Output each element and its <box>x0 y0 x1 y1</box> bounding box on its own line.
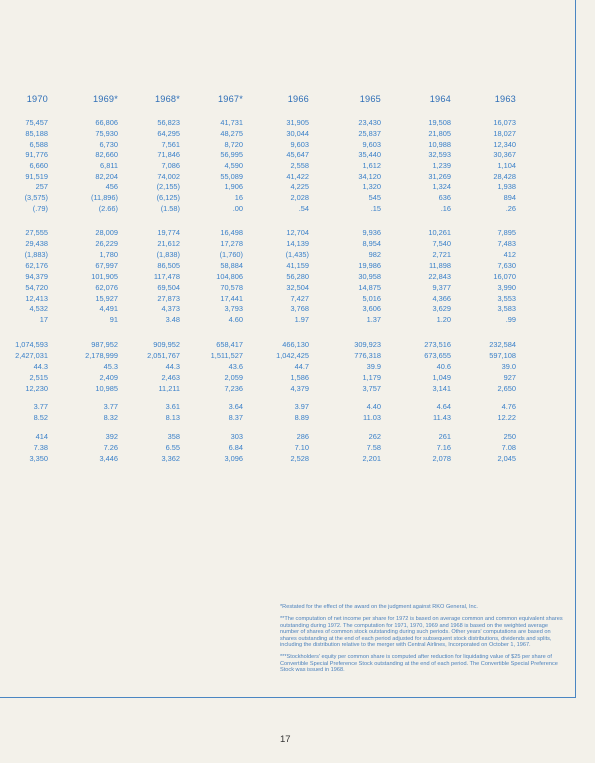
table-cell: 1.20 <box>436 315 451 324</box>
table-cell: 1.37 <box>366 315 381 324</box>
table-cell: 44.7 <box>294 362 309 371</box>
table-cell: 412 <box>503 250 516 259</box>
table-cell: 12.22 <box>497 413 516 422</box>
table-cell: 3,350 <box>29 454 48 463</box>
table-cell: 2,721 <box>432 250 451 259</box>
table-row <box>0 413 575 423</box>
table-cell: 658,417 <box>216 340 243 349</box>
table-cell: 303 <box>230 432 243 441</box>
table-cell: 6,588 <box>29 140 48 149</box>
table-cell: 41,159 <box>286 261 309 270</box>
table-cell: 1,179 <box>362 373 381 382</box>
table-cell: 29,438 <box>25 239 48 248</box>
table-cell: 3,768 <box>290 304 309 313</box>
table-cell: .54 <box>298 204 309 213</box>
footnotes <box>280 604 565 680</box>
table-cell: 3,141 <box>432 384 451 393</box>
table-cell: 776,318 <box>354 351 381 360</box>
table-cell: 250 <box>503 432 516 441</box>
table-cell: 14,139 <box>286 239 309 248</box>
table-cell: 4,225 <box>290 182 309 191</box>
table-cell: 56,280 <box>286 272 309 281</box>
table-cell: 26,229 <box>95 239 118 248</box>
table-cell: 545 <box>368 193 381 202</box>
table-cell: 6,811 <box>100 161 118 170</box>
year-header: 1966 <box>287 94 309 104</box>
year-header: 1969* <box>92 94 118 104</box>
table-cell: 3,362 <box>161 454 180 463</box>
table-cell: (1,838) <box>156 250 180 259</box>
table-cell: 3,990 <box>497 283 516 292</box>
table-cell: 67,997 <box>95 261 118 270</box>
table-cell: 18,027 <box>493 129 516 138</box>
table-cell: 4,373 <box>161 304 180 313</box>
table-cell: 636 <box>438 193 451 202</box>
table-cell: 48,275 <box>220 129 243 138</box>
table-row <box>0 228 575 238</box>
table-cell: 1,586 <box>290 373 309 382</box>
table-cell: 39.0 <box>501 362 516 371</box>
table-cell: 82,204 <box>95 172 118 181</box>
table-cell: 30,958 <box>358 272 381 281</box>
table-row <box>0 261 575 271</box>
table-row <box>0 204 575 214</box>
table-cell: 75,930 <box>95 129 118 138</box>
table-cell: 982 <box>368 250 381 259</box>
table-cell: 25,837 <box>358 129 381 138</box>
table-cell: 34,120 <box>358 172 381 181</box>
table-cell: 19,774 <box>157 228 180 237</box>
table-cell: 19,986 <box>358 261 381 270</box>
table-cell: 27,555 <box>25 228 48 237</box>
table-cell: 55,089 <box>220 172 243 181</box>
table-cell: 1,042,425 <box>276 351 309 360</box>
table-cell: 3,793 <box>224 304 243 313</box>
table-cell: 466,130 <box>282 340 309 349</box>
table-cell: 16,070 <box>493 272 516 281</box>
table-cell: 7,540 <box>432 239 451 248</box>
table-cell: (11,896) <box>91 193 118 202</box>
table-cell: 11.43 <box>433 413 451 422</box>
table-cell: 10,985 <box>95 384 118 393</box>
table-cell: 1,320 <box>362 182 381 191</box>
table-cell: 1,780 <box>99 250 118 259</box>
table-cell: 1.97 <box>294 315 309 324</box>
table-cell: 22,843 <box>428 272 451 281</box>
table-cell: 6.84 <box>228 443 243 452</box>
table-cell: 41,731 <box>220 118 243 127</box>
table-cell: (1,760) <box>219 250 243 259</box>
table-cell: 91 <box>109 315 118 324</box>
table-row <box>0 118 575 128</box>
table-cell: 1,906 <box>224 182 243 191</box>
table-cell: 32,504 <box>286 283 309 292</box>
year-header: 1965 <box>359 94 381 104</box>
table-cell: 1,612 <box>362 161 381 170</box>
table-cell: 257 <box>35 182 48 191</box>
year-header: 1967* <box>217 94 243 104</box>
table-cell: 11,211 <box>158 384 180 393</box>
table-cell: 66,806 <box>95 118 118 127</box>
table-cell: 71,846 <box>157 150 180 159</box>
table-cell: 4.40 <box>366 402 381 411</box>
table-cell: 261 <box>438 432 451 441</box>
table-cell: .26 <box>505 204 516 213</box>
table-cell: 3.77 <box>103 402 118 411</box>
table-cell: 70,578 <box>220 283 243 292</box>
table-cell: 28,009 <box>95 228 118 237</box>
table-row <box>0 272 575 282</box>
table-cell: 2,051,767 <box>147 351 180 360</box>
table-cell: 8.13 <box>165 413 180 422</box>
table-cell: 16 <box>234 193 243 202</box>
table-cell: 62,176 <box>25 261 48 270</box>
table-row <box>0 454 575 464</box>
table-cell: .16 <box>440 204 451 213</box>
table-cell: (2,155) <box>156 182 180 191</box>
table-cell: 2,427,031 <box>15 351 48 360</box>
table-cell: 64,295 <box>157 129 180 138</box>
table-cell: 12,340 <box>493 140 516 149</box>
table-row <box>0 304 575 314</box>
table-cell: 117,478 <box>153 272 180 281</box>
table-row <box>0 239 575 249</box>
table-cell: 23,430 <box>358 118 381 127</box>
table-row <box>0 283 575 293</box>
table-cell: 2,558 <box>290 161 309 170</box>
table-cell: 673,655 <box>424 351 451 360</box>
table-cell: 56,995 <box>220 150 243 159</box>
table-cell: 3.77 <box>33 402 48 411</box>
table-row <box>0 294 575 304</box>
table-cell: 286 <box>296 432 309 441</box>
table-cell: 1,324 <box>432 182 451 191</box>
table-cell: 7.58 <box>366 443 381 452</box>
table-cell: 12,704 <box>286 228 309 237</box>
table-cell: 31,269 <box>428 172 451 181</box>
table-cell: 14,875 <box>358 283 381 292</box>
table-cell: 2,650 <box>497 384 516 393</box>
table-cell: 8.37 <box>228 413 243 422</box>
table-cell: 1,104 <box>497 161 516 170</box>
table-row <box>0 193 575 203</box>
table-cell: 30,367 <box>493 150 516 159</box>
table-cell: 40.6 <box>436 362 451 371</box>
table-cell: 3,606 <box>362 304 381 313</box>
table-cell: 16,498 <box>220 228 243 237</box>
table-cell: 3,553 <box>497 294 516 303</box>
table-cell: 309,923 <box>354 340 381 349</box>
table-cell: 3,583 <box>497 304 516 313</box>
table-cell: 358 <box>167 432 180 441</box>
table-cell: 62,076 <box>95 283 118 292</box>
table-cell: 10,261 <box>428 228 451 237</box>
footnote-stockholders-equity: ***Stockholders' equity per common share is computed after reduction for liquidating value of $25 per share of Convertible Special Preference Stock outstanding at the end of each period. The Convertible Special Preference Stock was issued in 1968. <box>280 654 558 674</box>
table-cell: 987,952 <box>91 340 118 349</box>
table-cell: 12,230 <box>25 384 48 393</box>
table-cell: (.79) <box>32 204 48 213</box>
table-cell: 75,457 <box>25 118 48 127</box>
table-cell: 11,898 <box>428 261 451 270</box>
table-cell: 6,660 <box>29 161 48 170</box>
table-cell: 392 <box>105 432 118 441</box>
table-cell: 16,073 <box>493 118 516 127</box>
table-cell: 2,178,999 <box>85 351 118 360</box>
table-cell: 101,905 <box>91 272 118 281</box>
table-cell: 7.10 <box>294 443 309 452</box>
table-cell: 85,188 <box>25 129 48 138</box>
table-cell: 17,441 <box>220 294 243 303</box>
table-cell: 3.97 <box>294 402 309 411</box>
table-cell: 7,427 <box>290 294 309 303</box>
table-cell: 9,603 <box>362 140 381 149</box>
table-row <box>0 362 575 372</box>
table-cell: 58,884 <box>220 261 243 270</box>
table-row <box>0 150 575 160</box>
table-cell: 3,446 <box>99 454 118 463</box>
table-cell: 21,612 <box>157 239 180 248</box>
table-cell: 45,647 <box>286 150 309 159</box>
table-cell: 1,511,527 <box>210 351 243 360</box>
table-row <box>0 351 575 361</box>
table-cell: 31,905 <box>286 118 309 127</box>
table-cell: 4,590 <box>224 161 243 170</box>
table-cell: 21,805 <box>428 129 451 138</box>
table-cell: (3,575) <box>24 193 48 202</box>
table-cell: 56,823 <box>157 118 180 127</box>
table-cell: 32,593 <box>428 150 451 159</box>
table-cell: 2,201 <box>362 454 381 463</box>
table-cell: 10,988 <box>428 140 451 149</box>
table-cell: 8.32 <box>103 413 118 422</box>
table-cell: 17 <box>39 315 48 324</box>
table-cell: 74,002 <box>157 172 180 181</box>
table-cell: 82,660 <box>95 150 118 159</box>
footnote-restated: *Restated for the effect of the award on the judgment against RKO General, Inc. <box>280 604 478 610</box>
table-cell: 9,603 <box>290 140 309 149</box>
table-cell: 909,952 <box>153 340 180 349</box>
table-cell: .15 <box>370 204 381 213</box>
table-cell: 6,730 <box>99 140 118 149</box>
table-cell: 43.6 <box>228 362 243 371</box>
table-row <box>0 250 575 260</box>
table-cell: 28,428 <box>493 172 516 181</box>
table-cell: 41,422 <box>286 172 309 181</box>
table-cell: 7.26 <box>103 443 118 452</box>
table-row <box>0 182 575 192</box>
table-row <box>0 443 575 453</box>
table-cell: 1,938 <box>497 182 516 191</box>
table-cell: 2,059 <box>224 373 243 382</box>
table-row <box>0 161 575 171</box>
table-cell: 2,045 <box>497 454 516 463</box>
table-cell: 927 <box>503 373 516 382</box>
table-cell: 232,584 <box>489 340 516 349</box>
table-cell: 7,630 <box>497 261 516 270</box>
table-cell: 27,873 <box>157 294 180 303</box>
table-cell: 2,463 <box>161 373 180 382</box>
table-cell: 4.60 <box>228 315 243 324</box>
table-cell: 86,505 <box>157 261 180 270</box>
table-cell: 8.89 <box>294 413 309 422</box>
table-cell: 94,379 <box>25 272 48 281</box>
table-row <box>0 402 575 412</box>
table-row <box>0 140 575 150</box>
table-cell: 9,936 <box>362 228 381 237</box>
table-cell: 91,776 <box>25 150 48 159</box>
table-cell: 7,086 <box>161 161 180 170</box>
table-cell: (1.58) <box>160 204 180 213</box>
table-cell: 8,954 <box>362 239 381 248</box>
table-row <box>0 432 575 442</box>
table-cell: 69,504 <box>157 283 180 292</box>
table-cell: 4.64 <box>436 402 451 411</box>
table-row <box>0 129 575 139</box>
footnote-net-income-per-share: **The computation of net income per share for 1972 is based on average common and common equivalent shares outstanding during 1972. The computation for 1971, 1970, 1969 and 1968 is based on the weighted average number of shares of common stock outstanding during such periods. Other years' computations are based on shares outstanding at the end of each period adjusted for subsequent stock distributions, dividends and splits, including the distribution relative to the merger with Central Airlines, Incorporated on October 1, 1967. <box>280 616 563 649</box>
table-row <box>0 172 575 182</box>
table-cell: 2,028 <box>290 193 309 202</box>
table-row <box>0 373 575 383</box>
table-cell: 1,049 <box>432 373 451 382</box>
table-cell: 4,532 <box>29 304 48 313</box>
table-cell: .00 <box>232 204 243 213</box>
table-cell: 414 <box>35 432 48 441</box>
table-cell: 9,377 <box>432 283 451 292</box>
table-cell: 104,806 <box>216 272 243 281</box>
table-cell: 3,629 <box>432 304 451 313</box>
table-cell: 3,096 <box>224 454 243 463</box>
table-cell: 2,409 <box>99 373 118 382</box>
year-header: 1964 <box>429 94 451 104</box>
table-cell: 4,379 <box>290 384 309 393</box>
table-cell: 39.9 <box>366 362 381 371</box>
table-cell: 7,236 <box>224 384 243 393</box>
table-cell: 8.52 <box>33 413 48 422</box>
table-cell: 91,519 <box>25 172 48 181</box>
table-cell: 44.3 <box>165 362 180 371</box>
table-cell: 11.03 <box>363 413 381 422</box>
table-cell: 7,895 <box>497 228 516 237</box>
table-cell: 45.3 <box>103 362 118 371</box>
table-cell: 1,074,593 <box>15 340 48 349</box>
table-cell: 7.38 <box>33 443 48 452</box>
table-cell: 2,078 <box>432 454 451 463</box>
table-cell: 3.48 <box>165 315 180 324</box>
table-cell: 4,491 <box>99 304 118 313</box>
table-cell: 44.3 <box>33 362 48 371</box>
table-cell: 54,720 <box>25 283 48 292</box>
table-cell: 7.16 <box>436 443 451 452</box>
table-cell: 894 <box>503 193 516 202</box>
table-cell: 456 <box>105 182 118 191</box>
table-row <box>0 384 575 394</box>
table-row <box>0 340 575 350</box>
table-cell: 7.08 <box>501 443 516 452</box>
table-cell: 4,366 <box>432 294 451 303</box>
table-cell: 3,757 <box>362 384 381 393</box>
table-cell: 12,413 <box>25 294 48 303</box>
table-cell: 2,515 <box>29 373 48 382</box>
table-cell: 15,927 <box>95 294 118 303</box>
year-header: 1970 <box>26 94 48 104</box>
table-cell: 7,561 <box>161 140 180 149</box>
table-cell: (1,883) <box>24 250 48 259</box>
table-cell: 35,440 <box>358 150 381 159</box>
table-cell: 4.76 <box>501 402 516 411</box>
table-cell: (1,435) <box>285 250 309 259</box>
table-row <box>0 315 575 325</box>
table-cell: 3.64 <box>228 402 243 411</box>
year-header: 1968* <box>154 94 180 104</box>
table-cell: 19,508 <box>428 118 451 127</box>
table-cell: .99 <box>505 315 516 324</box>
table-cell: (2.66) <box>98 204 118 213</box>
table-cell: 5,016 <box>362 294 381 303</box>
table-cell: 7,483 <box>497 239 516 248</box>
table-cell: 2,528 <box>290 454 309 463</box>
table-cell: (6,125) <box>156 193 180 202</box>
table-cell: 262 <box>368 432 381 441</box>
table-cell: 3.61 <box>165 402 180 411</box>
table-cell: 273,516 <box>424 340 451 349</box>
table-cell: 8,720 <box>224 140 243 149</box>
year-header: 1963 <box>494 94 516 104</box>
table-cell: 597,108 <box>489 351 516 360</box>
table-cell: 17,278 <box>220 239 243 248</box>
page-number: 17 <box>280 734 291 745</box>
table-cell: 1,239 <box>432 161 451 170</box>
table-cell: 6.55 <box>165 443 180 452</box>
table-cell: 30,044 <box>286 129 309 138</box>
